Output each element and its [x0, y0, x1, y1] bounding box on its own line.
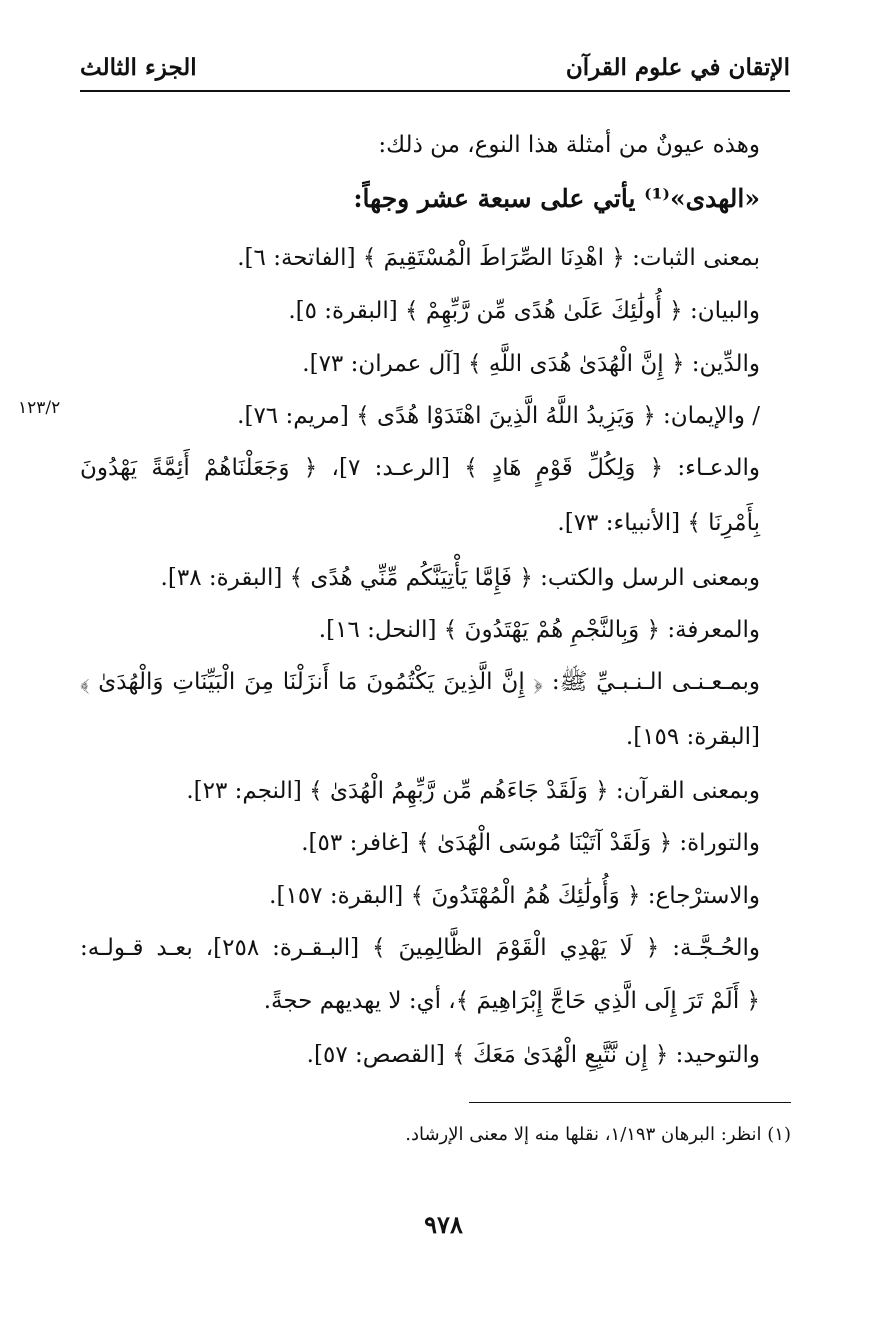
text-line: والحُـجَّـة: ﴿ لَا يَهْدِي الْقَوْمَ الظَّالِمِينَ ﴾ [البـقـرة: ٢٥٨]، بعـد قـولـه: — [80, 935, 760, 961]
text-line: والبيان: ﴿ أُولَٰئِكَ عَلَىٰ هُدًى مِّن رَّبِّهِمْ ﴾ [البقرة: ٥]. — [288, 298, 760, 324]
page-body — [80, 0, 760, 1318]
text-line: وبمعنى القرآن: ﴿ وَلَقَدْ جَاءَهُم مِّن رَّبِّهِمُ الْهُدَىٰ ﴾ [النجم: ٢٣]. — [186, 778, 760, 804]
text-line: ﴿ أَلَمْ تَرَ إِلَى الَّذِي حَاجَّ إِبْرَاهِيمَ ﴾، أي: لا يهديهم حجةً. — [263, 988, 760, 1014]
footnote: (١) انظر: البرهان ١/١٩٣، نقلها منه إلا معنى الإرشاد. — [405, 1124, 791, 1145]
text-line: [البقرة: ١٥٩]. — [625, 724, 760, 750]
text-line: والتوحيد: ﴿ إِن نَّتَّبِعِ الْهُدَىٰ مَعَكَ ﴾ [القصص: ٥٧]. — [306, 1042, 760, 1068]
book-title: الإتقان في علوم القرآن — [565, 54, 790, 81]
text-line: بِأَمْرِنَا ﴾ [الأنبياء: ٧٣]. — [557, 510, 760, 536]
section-heading: «الهدى»⁽¹⁾ يأتي على سبعة عشر وجهاً: — [353, 184, 760, 213]
volume-label: الجزء الثالث — [80, 54, 197, 81]
text-line: والتوراة: ﴿ وَلَقَدْ آتَيْنَا مُوسَى الْهُدَىٰ ﴾ [غافر: ٥٣]. — [301, 830, 760, 856]
text-line: والاسترْجاع: ﴿ وَأُولَٰئِكَ هُمُ الْمُهْتَدُونَ ﴾ [البقرة: ١٥٧]. — [269, 883, 760, 909]
text-line: وبمعنى الرسل والكتب: ﴿ فَإِمَّا يَأْتِيَنَّكُم مِّنِّي هُدًى ﴾ [البقرة: ٣٨]. — [160, 565, 760, 591]
text-line: والدِّين: ﴿ إِنَّ الْهُدَىٰ هُدَى اللَّهِ ﴾ [آل عمران: ٧٣]. — [302, 351, 760, 377]
text-line: وبمـعـنـى الـنـبـيِّ ﷺ: ﴿ إِنَّ الَّذِينَ يَكْتُمُونَ مَا أَنزَلْنَا مِنَ الْبَيِّنَاتِ وَالْهُدَىٰ ﴾ — [80, 669, 760, 695]
text-line: والمعرفة: ﴿ وَبِالنَّجْمِ هُمْ يَهْتَدُونَ ﴾ [النحل: ١٦]. — [318, 617, 760, 643]
text-line: / والإيمان: ﴿ وَيَزِيدُ اللَّهُ الَّذِينَ اهْتَدَوْا هُدًى ﴾ [مريم: ٧٦]. — [237, 403, 760, 429]
margin-reference: ١٢٣/٢ — [18, 398, 61, 418]
text-line: وهذه عيونٌ من أمثلة هذا النوع، من ذلك: — [378, 132, 760, 158]
text-line: بمعنى الثبات: ﴿ اهْدِنَا الصِّرَاطَ الْمُسْتَقِيمَ ﴾ [الفاتحة: ٦]. — [237, 245, 760, 271]
page-number: ٩٧٨ — [424, 1210, 463, 1239]
footnote-divider — [469, 1102, 791, 1103]
text-line: والدعـاء: ﴿ وَلِكُلِّ قَوْمٍ هَادٍ ﴾ [الرعـد: ٧]، ﴿ وَجَعَلْنَاهُمْ أَئِمَّةً يَهْدُونَ — [80, 455, 760, 481]
